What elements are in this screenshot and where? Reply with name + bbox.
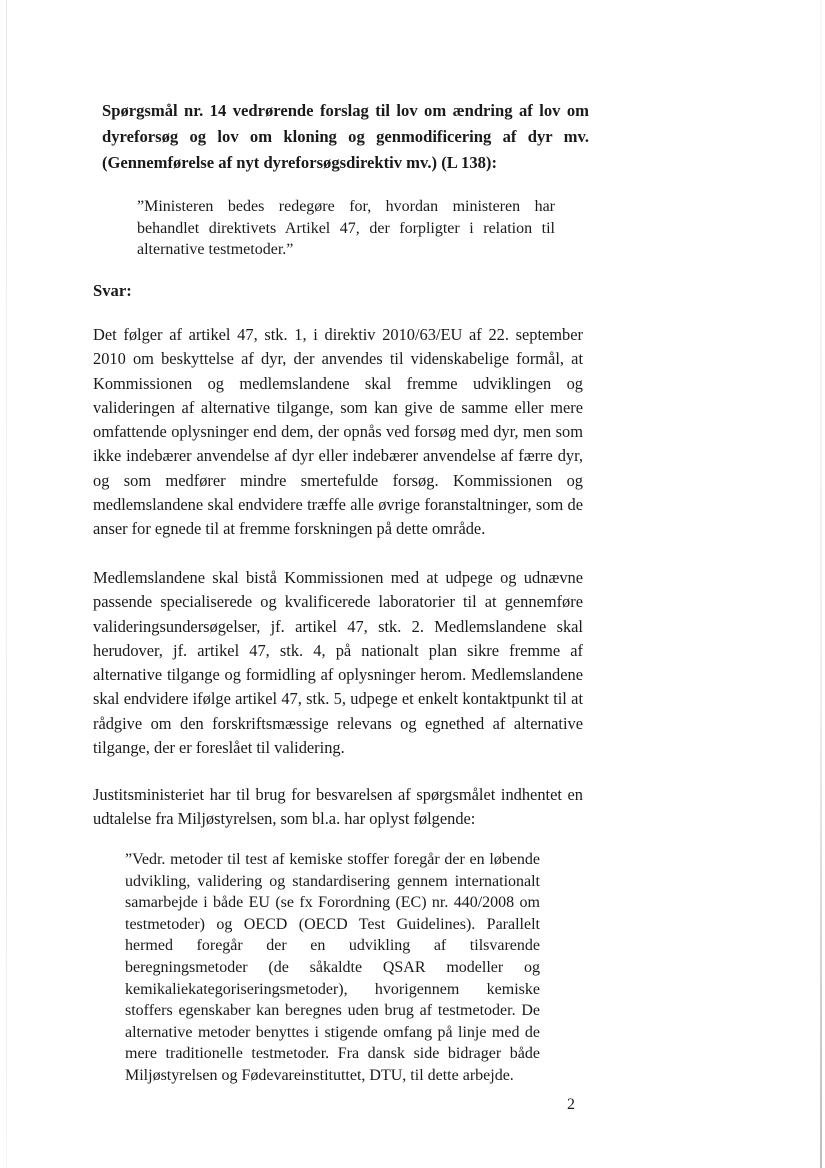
scan-edge-left: [6, 0, 7, 1168]
question-quote: ”Ministeren bedes redegøre for, hvordan ministeren har behandlet direktivets Artikel 47, der forpligter i relation til alternative testmetoder.”: [137, 198, 555, 258]
answer-paragraph-2: Medlemslandene skal bistå Kommissionen med at udpege og udnævne passende specialiserede og kvalificerede laboratorier til at gennemføre valideringsundersøgelser, jf. artikel 47, stk. 2. Medlemslandene skal herudover, jf. artikel 47, stk. 4, på nationalt plan sikre fremme af alternative tilgange og formidling af oplysninger herom. Medlemslandene skal endvidere ifølge artikel 47, stk. 5, udpege et enkelt kontaktpunkt til at rådgive om den forskriftsmæssige relevans og egnethed af alternative tilgange, der er foreslået til validering.: [93, 568, 583, 758]
answer-label: Svar:: [93, 281, 132, 300]
page-number: 2: [567, 1096, 575, 1113]
answer-paragraph-1: Det følger af artikel 47, stk. 1, i direktiv 2010/63/EU af 22. september 2010 om beskyttelse af dyr, der anvendes til videnskabelige formål, at Kommissionen og medlemslandene skal fremme udviklingen og valideringen af alternative tilgange, som kan give de samme eller mere omfattende oplysninger end dem, der opnås ved forsøg med dyr, men som ikke indebærer anvendelse af dyr eller indebærer anvendelse af færre dyr, og som medfører mindre smertefulde forsøg. Kommissionen og medlemslandene skal endvidere træffe alle øvrige foranstaltninger, som de anser for egnede til at fremme forskningen på dette område.: [93, 325, 583, 539]
question-heading: Spørgsmål nr. 14 vedrørende forslag til lov om ændring af lov om dyreforsøg og lov om kloning og genmodificering af dyr mv. (Gennemførelse af nyt dyreforsøgsdirektiv mv.) (L 138):: [102, 101, 589, 172]
answer-paragraph-3: Justitsministeriet har til brug for besvarelsen af spørgsmålet indhentet en udtalelse fra Miljøstyrelsen, som bl.a. har oplyst følgende:: [93, 785, 583, 829]
statement-quote: ”Vedr. metoder til test af kemiske stoffer foregår der en løbende udvikling, validering og standardisering gennem internationalt samarbejde i både EU (se fx Forordning (EC) nr. 440/2008 om testmetoder) og OECD (OECD Test Guidelines). Parallelt hermed foregår der en udvikling af tilsvarende beregningsmetoder (de såkaldte QSAR modeller og kemikaliekategoriseringsmetoder), hvorigennem kemiske stoffers egenskaber kan beregnes uden brug af testmetoder. De alternative metoder benyttes i stigende omfang på linje med de mere traditionelle testmetoder. Fra dansk side bidrager både Miljøstyrelsen og Fødevareinstituttet, DTU, til dette arbejde.: [125, 851, 540, 1084]
scan-edge-right: [820, 0, 822, 1168]
